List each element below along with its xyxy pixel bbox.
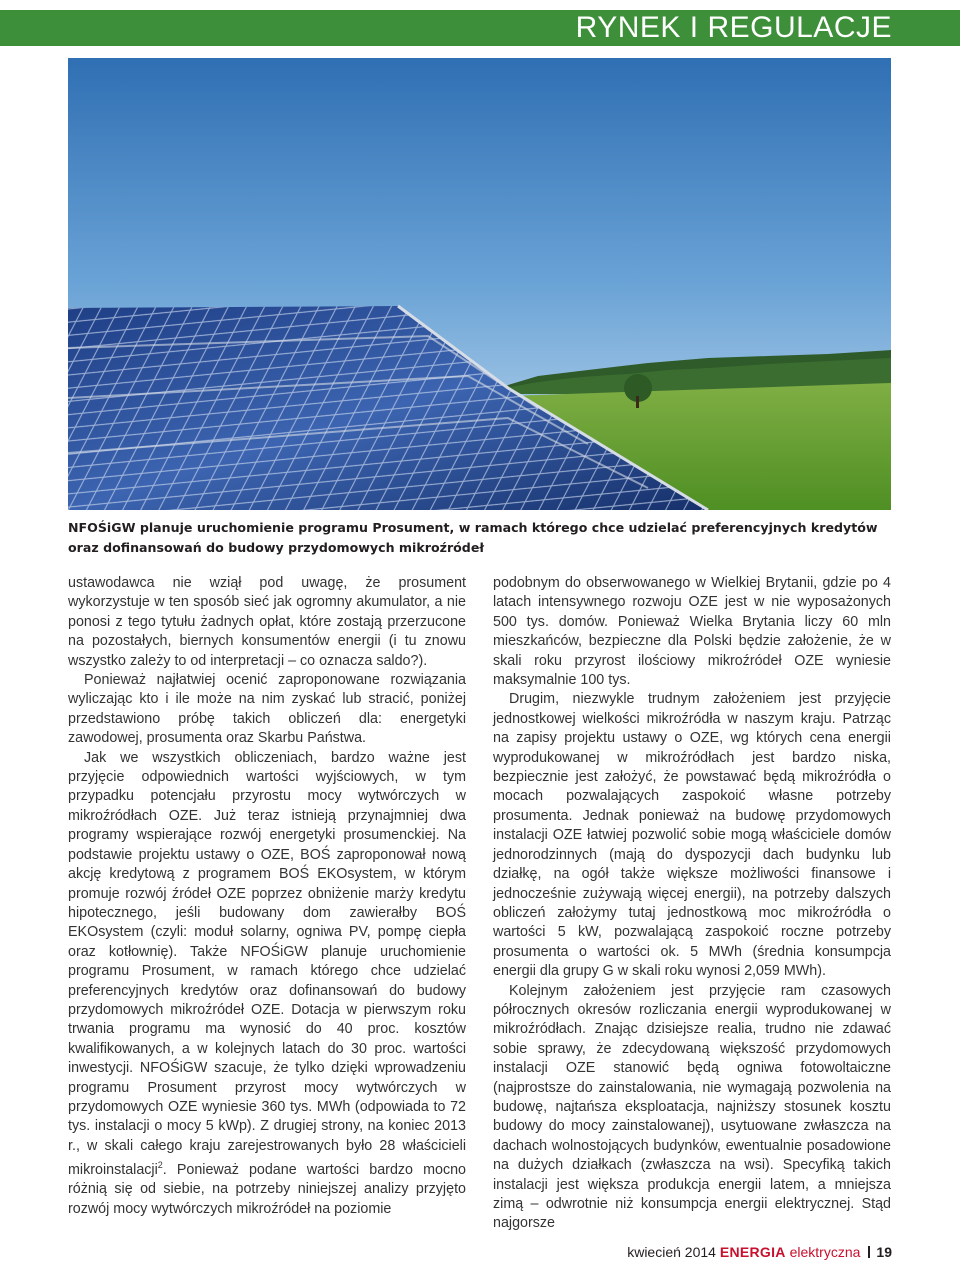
- article-column-left: [68, 574, 466, 1219]
- paragraph-text: Jak we wszystkich obliczeniach, bardzo ważne jest przyjęcie odpowiednich wartości wyjściowych, w tym przypadku potencjału przyrostu mocy wytwórczych w mikroźródłach OZE. Już teraz istnieją przynajmniej dwa programy wspierające rozwój energetyki prosumenckiej. Na podstawie projektu ustawy o OZE, BOŚ zaproponował nową akcję kredytową z programem BOŚ EKOsystem, w którym promuje rozwój źródeł OZE poprzez obniżenie marży kredytu hipotecznego, jeśli budowany dom zawierałby BOŚ EKOsystem (czyli: moduł solarny, ogniwa PV, pompę ciepła oraz kotłownię). Także NFOŚiGW planuje uruchomienie programu Prosument, w ramach którego chce udzielać preferencyjnych kredytów oraz dofinansowań do budowy przydomowych mikroźródeł OZE. Dotacja w pierwszym roku trwania programu ma wynosić do 40 proc. kosztów kwalifikowanych, a w kolejnych latach do 30 proc. wartości inwestycji. NFOŚiGW szacuje, że tylko dzięki wprowadzeniu programu Prosument przyrost mocy wytwórczych w przydomowych OZE wyniesie 360 tys. MWh (odpowiada to 72 tys. instalacji o mocy 5 kWp). Z drugiej strony, na koniec 2013 r., w skali całego kraju zarejestrowanych było 28 właścicieli mikroinstalacji: [68, 749, 466, 1178]
- page-number: 19: [876, 1244, 892, 1260]
- magazine-brand-rest: elektryczna: [789, 1244, 861, 1260]
- caption-line-1: NFOŚiGW planuje uruchomienie programu Prosument, w ramach którego chce udzielać preferencyjnych kredytów: [68, 520, 878, 535]
- paragraph: podobnym do obserwowanego w Wielkiej Brytanii, gdzie po 4 latach intensywnego rozwoju OZE jest w nie wyposażonych 500 tys. domów. Ponieważ Wielka Brytania liczy 60 mln mieszkańców, bezpieczne dla Polski będzie założenie, że w skali roku przyrost ilościowy mikroźródeł OZE wyniesie maksymalnie 100 tys.: [493, 575, 891, 689]
- paragraph: Ponieważ najłatwiej ocenić zaproponowane rozwiązania wyliczając kto i ile może na nim zyskać lub stracić, poniżej przedstawiono próbę takich obliczeń dla: energetyki zawodowej, prosumenta oraz Skarbu Państwa.: [68, 672, 466, 747]
- issue-date: kwiecień 2014: [627, 1244, 716, 1260]
- paragraph-text: . Ponieważ podane wartości bardzo mocno różnią się od siebie, na potrzeby niniejszej analizy przyjęto rozwój mocy wytwórczych mikroźródeł na poziomie: [68, 1161, 466, 1217]
- magazine-brand-bold: ENERGIA: [719, 1244, 786, 1260]
- paragraph: ustawodawca nie wziął pod uwagę, że prosument wykorzystuje w ten sposób sieć jak ogromny akumulator, a nie ponosi z tego tytułu żadnych opłat, które zostają przerzucone na pozostałych, biernych konsumentów energii (i tu znowu wszystko zależy to od interpretacji – co oznacza saldo?).: [68, 575, 466, 669]
- footnote-ref[interactable]: 2: [157, 1160, 163, 1171]
- paragraph: Drugim, niezwykle trudnym założeniem jest przyjęcie jednostkowej wielkości mikroźródła w naszym kraju. Patrząc na zapisy projektu ustawy o OZE, wg których cena energii wyprodukowanej w mikroźródłach jest bardzo niska, bezpiecznie jest założyć, że powstawać będą mikroźródła o mocach pozwalających zaspokoić własne potrzeby prosumenta. Jednak ponieważ na budowę przydomowych instalacji OZE łatwiej pozwolić sobie mogą właściciele domów jednorodzinnych (mają do dyspozycji dach budynku lub działkę, na ogół także większe możliwości finansowe i jednocześnie zużywają więcej energii), na potrzeby dalszych obliczeń założymy tutaj jednostkową moc mikroźródła o wartości 5 kW, pozwalającą zaspokoić roczne potrzeby prosumenta o wartości ok. 5 MWh (średnia konsumpcja energii dla grupy G w skali roku wynosi 2,059 MWh).: [493, 691, 891, 980]
- paragraph: [68, 749, 466, 1220]
- section-title: RYNEK I REGULACJE: [575, 11, 892, 44]
- solar-panel-photo: [68, 58, 891, 510]
- section-header-bar: [0, 10, 960, 46]
- photo-caption: [68, 518, 891, 558]
- footer-divider: [868, 1246, 870, 1258]
- caption-line-2: oraz dofinansowań do budowy przydomowych mikroźródeł: [68, 540, 485, 555]
- paragraph: Kolejnym założeniem jest przyjęcie ram czasowych półrocznych okresów rozliczania energii wyprodukowanej w mikroźródłach. Znając dzisiejsze realia, trudno nie zdawać sobie sprawy, że zdecydowaną większość przydomowych instalacji OZE stanowić będą ogniwa fotowoltaiczne (najprostsze do zainstalowania, nie wymagają pozwolenia na budowę, najtańsza eksploatacja, najniższy stosunek kosztu budowy do mocy zainstalowanej), usytuowane zwłaszcza na dachach wolnostojących budynków, ewentualnie posadowione na dużych działkach (zwłaszcza na wsi). Specyfiką takich instalacji jest większa produkcja energii latem, a mniejsza zimą – odwrotnie niż konsumpcja energii elektrycznej. Stąd najgorsze: [493, 982, 891, 1232]
- article-column-right: [493, 574, 891, 1234]
- solar-panel-field-illustration: [68, 58, 891, 510]
- page-footer: [560, 1244, 892, 1260]
